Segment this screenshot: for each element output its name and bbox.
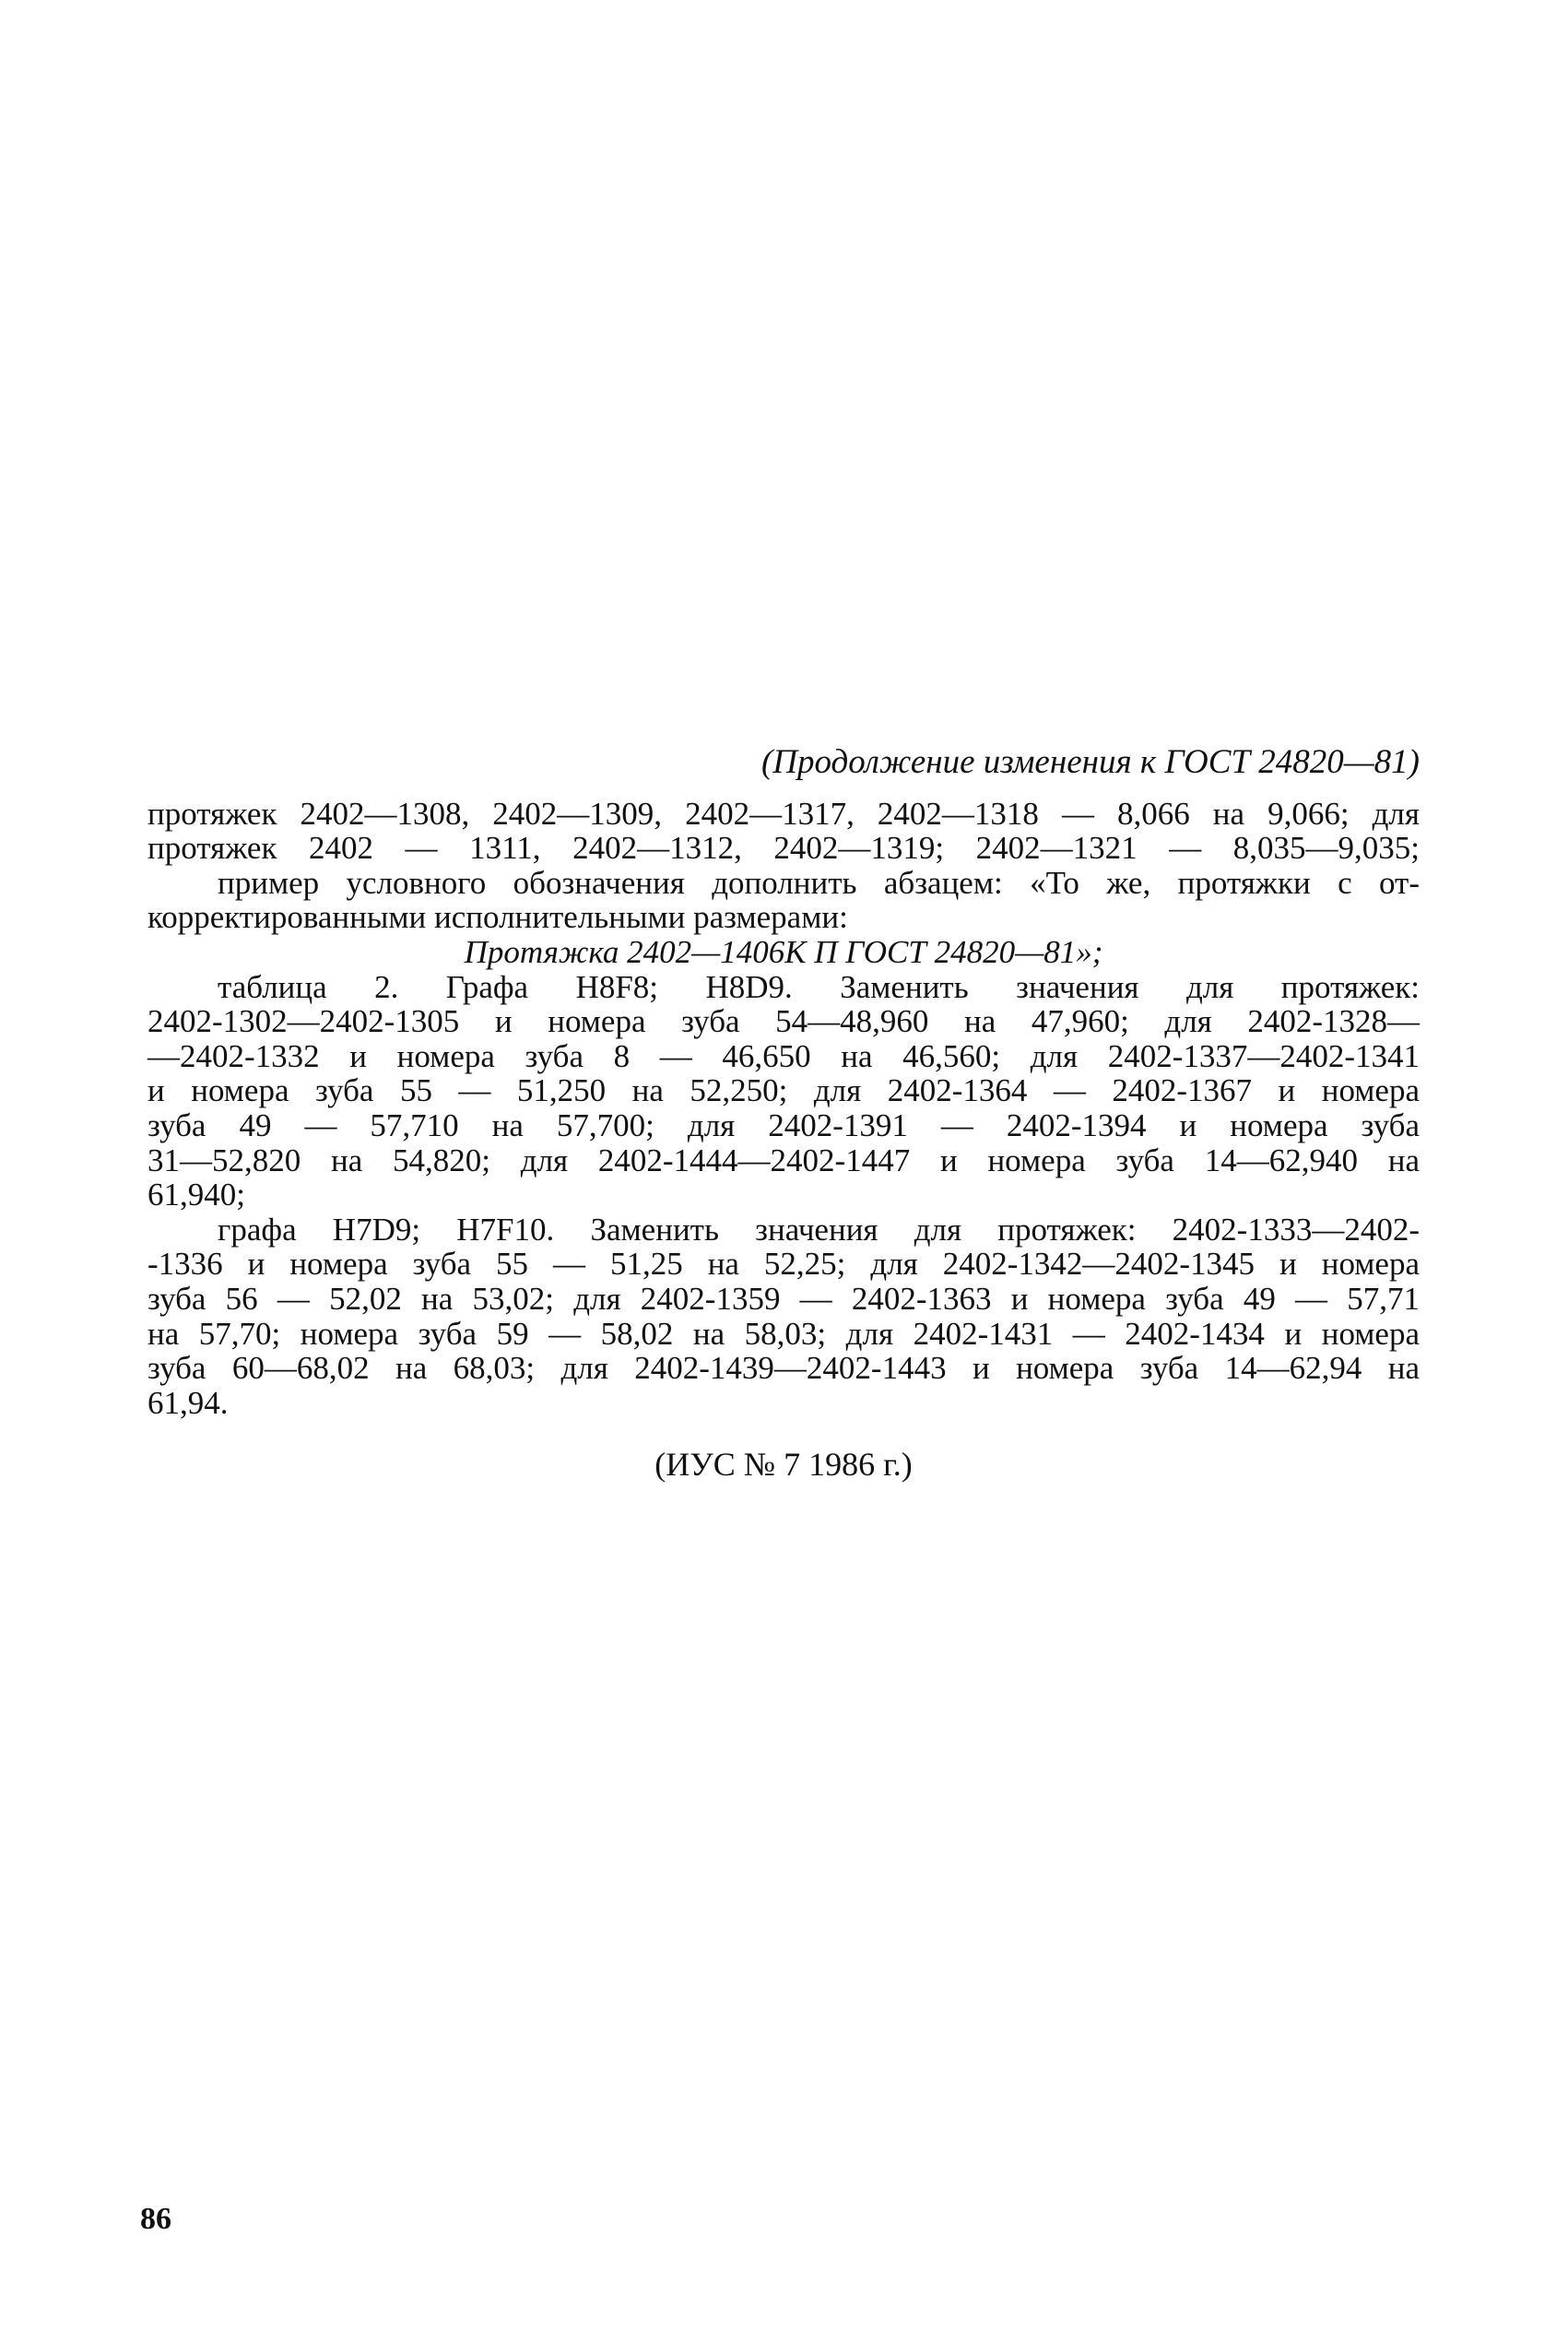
text-line: зуба 60—68,02 на 68,03; для 2402-1439—2402-1443 и номера зуба 14—62,94 на — [147, 1350, 1420, 1387]
text-line: на 57,70; номера зуба 59 — 58,02 на 58,03; для 2402-1431 — 2402-1434 и номера — [147, 1315, 1420, 1352]
text-line: зуба 56 — 52,02 на 53,02; для 2402-1359 — 2402-1363 и номера зуба 49 — 57,71 — [147, 1280, 1420, 1317]
text-line: —2402-1332 и номера зуба 8 — 46,650 на 46,560; для 2402-1337—2402-1341 — [147, 1037, 1420, 1074]
page-number: 86 — [140, 2202, 171, 2236]
text-line: 2402-1302—2402-1305 и номера зуба 54—48,960 на 47,960; для 2402-1328— — [147, 1003, 1420, 1040]
text-line: протяжек 2402—1308, 2402—1309, 2402—1317, 2402—1318 — 8,066 на 9,066; для — [147, 795, 1420, 832]
continuation-heading: (Продолжение изменения к ГОСТ 24820—81) — [760, 743, 1420, 781]
ius-reference: (ИУС № 7 1986 г.) — [654, 1446, 913, 1484]
text-line: 61,94. — [147, 1384, 229, 1421]
text-line: -1336 и номера зуба 55 — 51,25 на 52,25; для 2402-1342—2402-1345 и номера — [147, 1246, 1420, 1283]
text-line: зуба 49 — 57,710 на 57,700; для 2402-1391 — 2402-1394 и номера зуба — [147, 1106, 1420, 1143]
text-line: 61,940; — [147, 1177, 245, 1213]
designation-example: Протяжка 2402—1406К П ГОСТ 24820—81»; — [464, 933, 1103, 970]
document-text — [147, 745, 1420, 1483]
text-line: пример условного обозначения дополнить абзацем: «То же, протяжки с от- — [218, 864, 1420, 901]
text-line: таблица 2. Графа Н8F8; Н8D9. Заменить значения для протяжек: — [218, 968, 1420, 1005]
text-line: протяжек 2402 — 1311, 2402—1312, 2402—1319; 2402—1321 — 8,035—9,035; — [147, 830, 1420, 867]
text-line: 31—52,820 на 54,820; для 2402-1444—2402-1447 и номера зуба 14—62,940 на — [147, 1142, 1420, 1178]
text-line: графа Н7D9; Н7F10. Заменить значения для протяжек: 2402-1333—2402- — [218, 1211, 1420, 1248]
text-line: корректированными исполнительными размерами: — [147, 899, 848, 936]
text-line: и номера зуба 55 — 51,250 на 52,250; для 2402-1364 — 2402-1367 и номера — [147, 1072, 1420, 1109]
